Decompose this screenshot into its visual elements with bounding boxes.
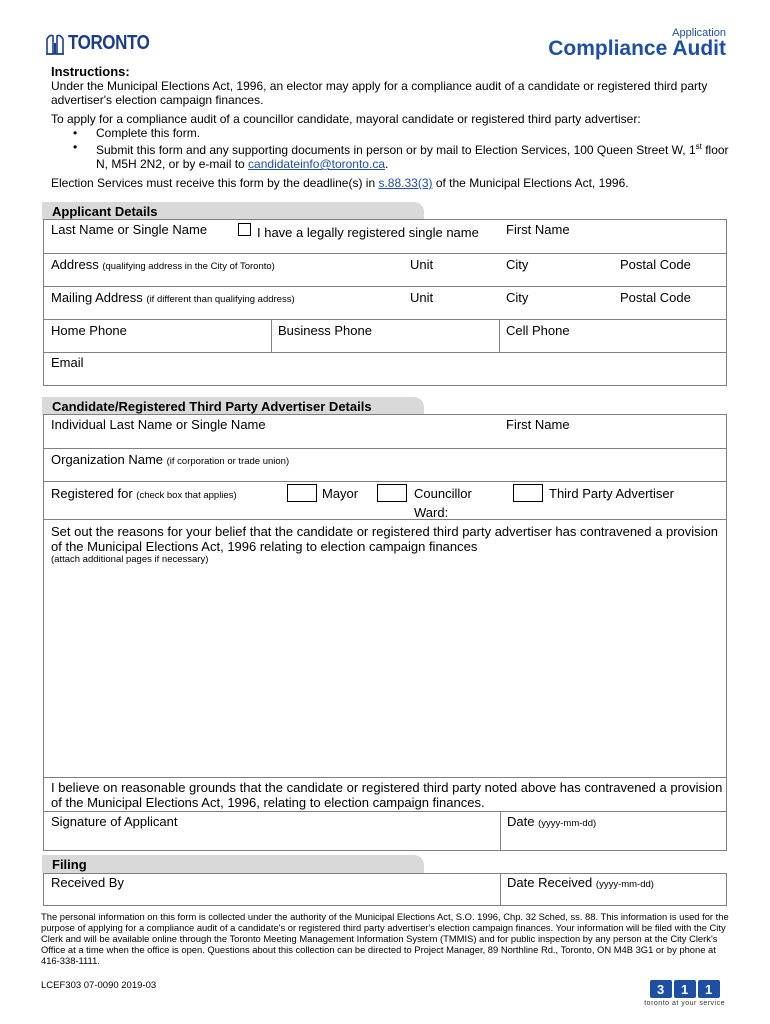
councillor-label: Councillor: [414, 486, 472, 501]
individual-name-label: Individual Last Name or Single Name: [51, 417, 266, 432]
date-received-label: Date Received (yyyy-mm-dd): [507, 875, 654, 890]
first-name-label: First Name: [506, 222, 570, 237]
divider: [271, 320, 272, 352]
ward-label: Ward:: [414, 505, 449, 520]
organization-name-label: Organization Name (if corporation or trade union): [51, 452, 290, 467]
registered-for-row: [44, 482, 726, 520]
signature-row: [44, 812, 726, 850]
email-link[interactable]: candidateinfo@toronto.ca: [248, 157, 385, 171]
service-311-logo: [644, 980, 725, 1007]
digit-tile: 3: [650, 980, 672, 998]
form-number: LCEF303 07-0090 2019-03: [41, 980, 157, 991]
email-label: Email: [51, 355, 84, 370]
candidate-details-box: [43, 414, 727, 851]
city-label: City: [506, 257, 529, 272]
organization-row: [44, 449, 726, 482]
form-title: Compliance Audit: [548, 37, 726, 60]
address-row: [44, 254, 726, 287]
address-label: Address (qualifying address in the City of Toronto): [51, 257, 275, 272]
candidate-section-title: Candidate/Registered Third Party Advertiser Details: [42, 397, 424, 415]
instructions-list: [51, 126, 741, 171]
applicant-details-box: [43, 219, 727, 386]
instructions-para-3: Election Services must receive this form by the deadline(s) in s.88.33(3) of the Municipal Elections Act, 1996.: [51, 176, 629, 190]
home-phone-label: Home Phone: [51, 323, 127, 338]
belief-statement: I believe on reasonable grounds that the candidate or registered third party noted above has contravened a provision of the Municipal Elections Act, 1996, relating to election campaign finances.: [51, 780, 723, 810]
single-name-check-label: I have a legally registered single name: [257, 225, 479, 240]
form-subtitle: Application: [672, 27, 726, 39]
mayor-checkbox[interactable]: [287, 484, 317, 502]
business-phone-label: Business Phone: [278, 323, 372, 338]
applicant-section-title: Applicant Details: [42, 202, 424, 220]
filing-section-title: Filing: [42, 855, 424, 873]
divider: [500, 812, 501, 850]
list-item: • Complete this form.: [73, 126, 201, 140]
postal-code-label: Postal Code: [620, 257, 691, 272]
reasons-note: (attach additional pages if necessary): [51, 554, 209, 565]
statute-link[interactable]: s.88.33(3): [378, 176, 433, 190]
unit-label: Unit: [410, 257, 434, 272]
received-by-label: Received By: [51, 875, 124, 890]
filing-box: [43, 873, 727, 906]
mayor-label: Mayor: [322, 486, 359, 501]
mailing-address-row: [44, 287, 726, 320]
filing-row: [44, 874, 726, 905]
logo-wordmark: TORONTO: [68, 32, 150, 54]
reasons-row[interactable]: [44, 520, 726, 778]
candidate-first-name-label: First Name: [506, 417, 570, 432]
divider: [500, 874, 501, 905]
city-hall-icon: [46, 33, 64, 55]
signature-label: Signature of Applicant: [51, 814, 178, 829]
belief-row: [44, 778, 726, 812]
applicant-name-row: [44, 220, 726, 254]
311-tagline: toronto at your service: [644, 1000, 725, 1007]
registered-for-label: Registered for (check box that applies): [51, 486, 237, 501]
instructions-heading: Instructions:: [51, 64, 130, 79]
single-name-checkbox[interactable]: [238, 223, 251, 236]
toronto-logo: [46, 32, 164, 55]
last-name-label: Last Name or Single Name: [51, 222, 208, 237]
unit-label: Unit: [410, 290, 434, 305]
mailing-address-label: Mailing Address (if different than qualifying address): [51, 290, 295, 305]
candidate-name-row: [44, 415, 726, 449]
reasons-label: Set out the reasons for your belief that the candidate or registered third party advertiser has contravened a provision of the Municipal Elections Act, 1996 relating to election campaign finances: [51, 524, 718, 554]
digit-tile: 1: [674, 980, 696, 998]
instructions-block: [51, 65, 741, 190]
cell-phone-label: Cell Phone: [506, 323, 570, 338]
councillor-checkbox[interactable]: [377, 484, 407, 502]
email-row: [44, 353, 726, 385]
instructions-para-2: To apply for a compliance audit of a councillor candidate, mayoral candidate or registered third party advertiser:: [51, 112, 641, 126]
phone-row: [44, 320, 726, 353]
list-item: • Submit this form and any supporting documents in person or by mail to Election Services, 100 Queen Street W, 1st floor N, M5H 2N2, or by e-mail to candidateinfo@toronto.ca.: [73, 140, 729, 171]
postal-code-label: Postal Code: [620, 290, 691, 305]
divider: [499, 320, 500, 352]
privacy-notice: The personal information on this form is collected under the authority of the Municipal Elections Act, S.O. 1996, Chp. 32 Sched, ss. 88. This information is used for the purpose of applying for a compliance audit of a candidate's or registered third party advertiser's election campaign finances. Your information will be filed with the City Clerk and will be available online through the Toronto Meeting Management Information System (TMMIS) and for public inspection by any person at the City Clerk's Office at a time when the office is open. Questions about this collection can be directed to Project Manager, 89 Northline Rd., Toronto, ON M4B 3G1 or by phone at 416-338-1111.: [41, 911, 729, 966]
instructions-para-1: Under the Municipal Elections Act, 1996, an elector may apply for a compliance audit of a candidate or registered third party advertiser's election campaign finances.: [51, 79, 708, 107]
date-label: Date (yyyy-mm-dd): [507, 814, 597, 829]
third-party-checkbox[interactable]: [513, 484, 543, 502]
city-label: City: [506, 290, 529, 305]
third-party-label: Third Party Advertiser: [549, 486, 674, 501]
digit-tile: 1: [698, 980, 720, 998]
